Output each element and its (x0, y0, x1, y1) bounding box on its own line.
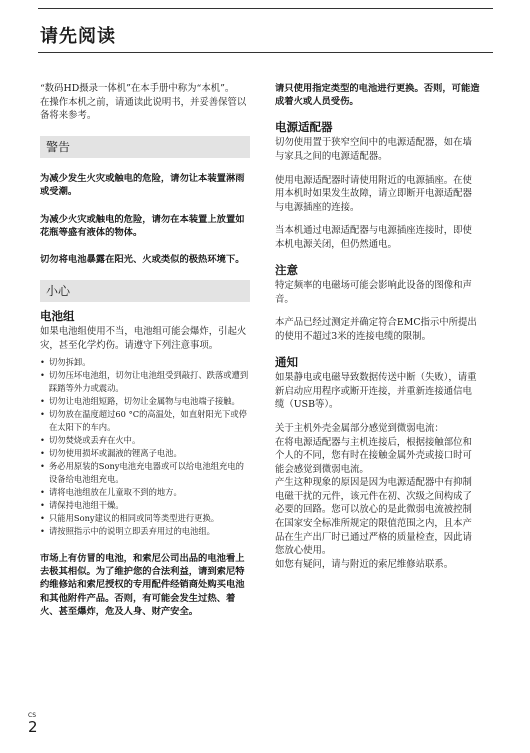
notice-heading: 通知 (275, 354, 298, 369)
notice-para-1: 如果静电或电磁导致数据传送中断（失败），请重新启动应用程序或断开连接，并重新连接通信电缆（USB等）。 (275, 372, 477, 411)
notice-para-5: 如您有疑问，请与附近的索尼维修站联系。 (275, 558, 454, 570)
list-item: • 请保持电池组干燥。 (40, 499, 250, 512)
list-item: • 切勿拆卸。 (40, 356, 250, 369)
warning-1: 为减少发生火灾或触电的危险，请勿让本装置淋雨或受潮。 (40, 172, 245, 198)
adapter-para-2: 使用电源适配器时请使用附近的电源插座。在使用本机时如果发生故障，请立即断开电源适配器与电源插座的连接。 (275, 174, 472, 213)
attention-heading: 注意 (275, 262, 298, 277)
attention-para-1: 特定频率的电磁场可能会影响此设备的图像和声音。 (275, 280, 472, 305)
warning-2: 为减少火灾或触电的危险，请勿在本装置上放置如花瓶等盛有液体的物体。 (40, 213, 245, 238)
notice-para-4: 产生这种现象的原因是因为电源适配器中有抑制电磁干扰的元件，该元件在初、次级之间构成了必要的回路。您可以放心的是此微弱电流被控制在国家安全标准所规定的限值范围之内，且本产品在生产出厂时已通过严格的质量检查，因此请您放心使用。 (275, 477, 472, 557)
page-number: 2 (28, 718, 38, 736)
top-rule (38, 8, 493, 9)
warning-3: 切勿将电池暴露在阳光、火或类似的极热环境下。 (40, 254, 245, 266)
list-item: • 务必用原装的Sony电池充电器或可以给电池组充电的设备给电池组充电。 (40, 460, 250, 486)
list-item: • 切勿使用损坏或漏液的锂离子电池。 (40, 447, 250, 460)
adapter-para-1: 切勿使用置于狭窄空间中的电源适配器，如在墙与家具之间的电源适配器。 (275, 137, 472, 162)
adapter-para-3: 当本机通过电源适配器与电源插座连接时，即使本机电源关闭，但仍然通电。 (275, 225, 472, 250)
left-column (40, 82, 250, 619)
intro-line-2: 在操作本机之前，请通读此说明书，并妥善保管以备将来参考。 (40, 96, 247, 122)
list-item: • 只能用Sony建议的相同或同等类型进行更换。 (40, 512, 250, 525)
adapter-heading: 电源适配器 (275, 119, 333, 134)
counterfeit-warning: 市场上有仿冒的电池，和索尼公司出品的电池看上去极其相似。为了维护您的合法利益，请到索尼特约维修站和索尼授权的专用配件经销商处购买电池和其他附件产品。否则，有可能会发生过热、着火、甚至爆炸，危及人身、财产安全。 (40, 552, 245, 618)
battery-heading: 电池组 (40, 308, 75, 323)
language-code: CS (28, 712, 36, 719)
page-title: 请先阅读 (40, 26, 116, 47)
list-item: • 切勿放在温度超过60 °C的高温处，如直射阳光下或停在太阳下的车内。 (40, 408, 250, 434)
notice-para-2: 关于主机外壳金属部分感觉到微弱电流： (275, 422, 444, 434)
list-item: • 请将电池组放在儿童取不到的地方。 (40, 486, 250, 499)
notice-para-3: 在将电源适配器与主机连接后，根据接触部位和个人的不同，您有时在接触金属外壳或接口时可能会感觉到微弱电流。 (275, 436, 472, 475)
right-column (275, 82, 480, 571)
list-item: • 请按照指示中的说明立即丢弃用过的电池组。 (40, 525, 250, 538)
list-item: • 切勿焚烧或丢弃在火中。 (40, 434, 250, 447)
caution-heading: 小心 (40, 280, 250, 302)
list-item: • 切勿压坏电池组，切勿让电池组受到敲打、跌落或遭到踩踏等外力或震动。 (40, 369, 250, 395)
replacement-warning: 请只使用指定类型的电池进行更换。否则，可能造成着火或人员受伤。 (275, 83, 480, 108)
list-item: • 切勿让电池组短路，切勿让金属物与电池端子接触。 (40, 395, 250, 408)
battery-text: 如果电池组使用不当，电池组可能会爆炸，引起火灾，甚至化学灼伤。请遵守下列注意事项。 (40, 326, 247, 351)
intro-line-1: “数码HD摄录一体机”在本手册中称为“本机”。 (40, 83, 235, 94)
battery-list (40, 356, 250, 538)
attention-para-2: 本产品已经过测定并确定符合EMC指示中所提出的使用不超过3米的连接电缆的限制。 (275, 317, 477, 342)
warning-heading: 警告 (40, 136, 250, 158)
title-rule (38, 52, 493, 53)
